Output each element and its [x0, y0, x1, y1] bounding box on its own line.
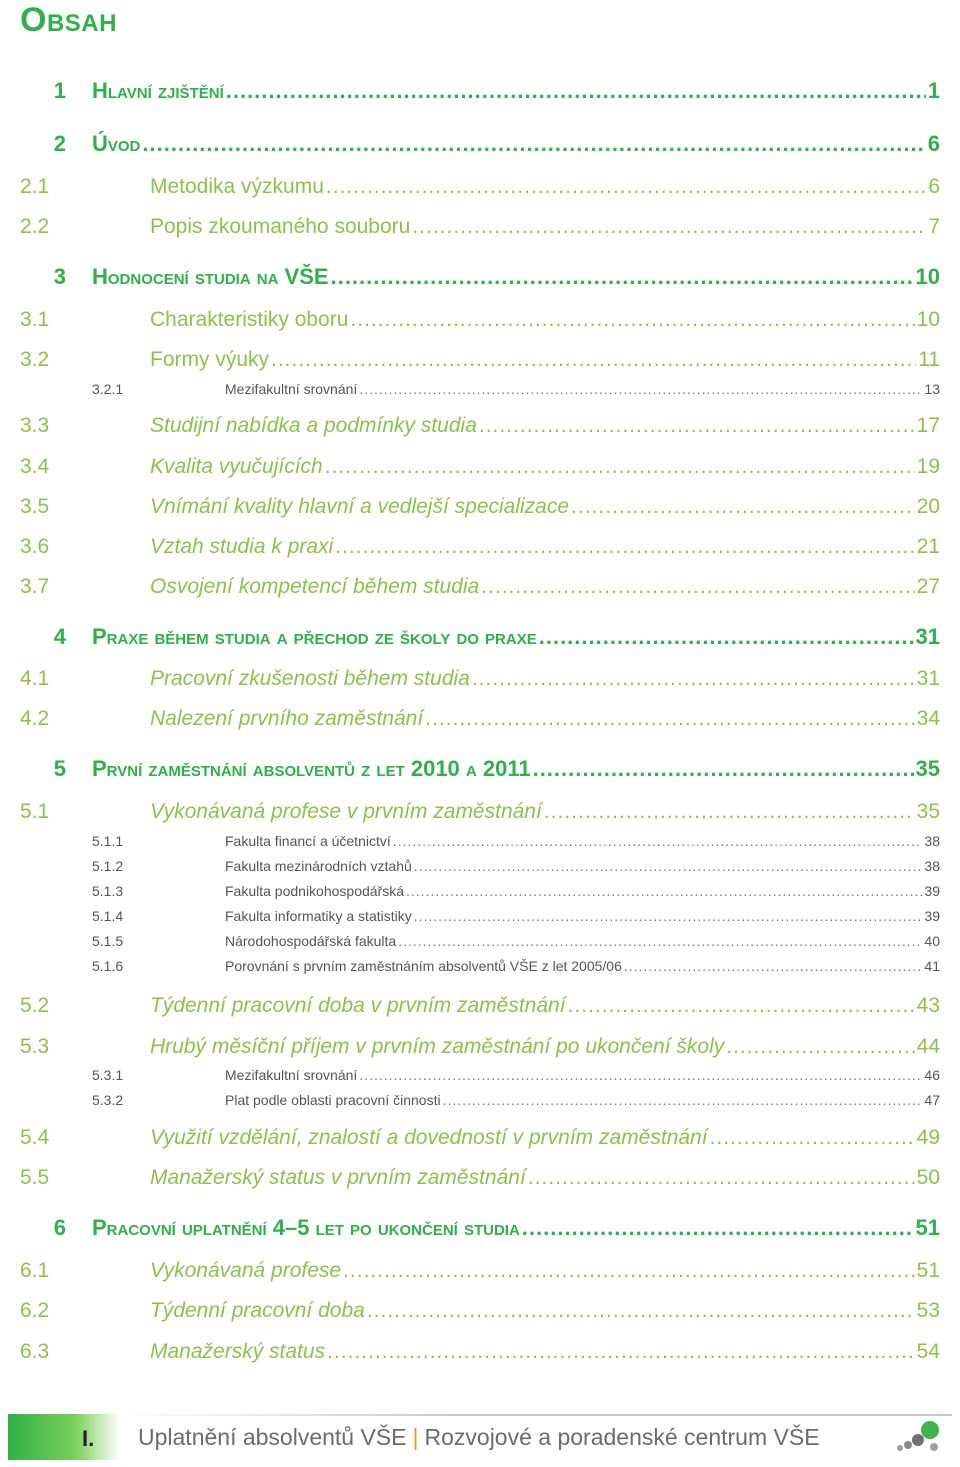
toc-entry-page: 13	[924, 381, 940, 397]
toc-entry-label: První zaměstnání absolventů z let 2010 a 2011	[92, 756, 531, 781]
page-footer	[8, 1414, 952, 1460]
toc-dot-leader	[367, 1299, 915, 1323]
toc-entry-label: Hodnocení studia na VŠE	[92, 264, 329, 289]
toc-entry-5-1-5[interactable]	[92, 933, 940, 949]
toc-entry-number: 2.2	[20, 215, 50, 238]
toc-entry-3[interactable]	[20, 264, 940, 290]
toc-entry-1[interactable]	[20, 78, 940, 104]
toc-entry-page: 20	[916, 495, 940, 518]
toc-entry-page: 39	[924, 908, 940, 924]
toc-entry-5-1-6[interactable]	[92, 958, 940, 974]
toc-entry-number: 5.3.2	[92, 1092, 124, 1108]
toc-entry-page: 44	[916, 1035, 940, 1058]
toc-entry-label: Nalezení prvního zaměstnání	[150, 707, 424, 730]
toc-entry-number: 5.3	[20, 1035, 50, 1058]
toc-entry-3-2-1[interactable]	[92, 381, 940, 397]
toc-entry-label: Vykonávaná profese v prvním zaměstnání	[150, 800, 542, 823]
toc-entry-number: 3.7	[20, 575, 50, 598]
toc-dot-leader	[726, 1035, 914, 1059]
toc-entry-5-5[interactable]	[20, 1166, 940, 1190]
toc-entry-5-1-1[interactable]	[92, 833, 940, 849]
toc-dot-leader	[624, 958, 923, 974]
toc-entry-label: Manažerský status	[150, 1340, 326, 1363]
toc-entry-page: 46	[924, 1067, 940, 1083]
toc-dot-leader	[325, 455, 915, 479]
toc-entry-3-4[interactable]	[20, 455, 940, 479]
toc-entry-page: 10	[916, 308, 940, 331]
toc-entry-number: 4	[53, 624, 66, 649]
toc-entry-3-2[interactable]	[20, 348, 940, 372]
toc-entry-label: Vykonávaná profese	[150, 1259, 342, 1282]
toc-entry-4[interactable]	[20, 624, 940, 650]
toc-entry-page: 35	[915, 756, 940, 781]
footer-green-block	[8, 1414, 120, 1460]
toc-entry-3-7[interactable]	[20, 575, 940, 599]
toc-entry-page: 40	[924, 933, 940, 949]
toc-entry-label: Mezifakultní srovnání	[225, 1067, 358, 1083]
toc-entry-5-4[interactable]	[20, 1126, 940, 1150]
toc-entry-3-5[interactable]	[20, 495, 940, 519]
toc-entry-label: Týdenní pracovní doba	[150, 1299, 365, 1322]
toc-dot-leader	[350, 308, 914, 332]
toc-entry-page: 38	[924, 858, 940, 874]
toc-entry-page: 34	[916, 707, 940, 730]
footer-right-text: Rozvojové a poradenské centrum VŠE	[424, 1424, 820, 1450]
toc-dot-leader	[425, 707, 914, 731]
page-title: Obsah	[20, 1, 117, 39]
toc-entry-label: Fakulta financí a účetnictví	[225, 833, 391, 849]
toc-entry-page: 39	[924, 883, 940, 899]
toc-entry-number: 5.1.5	[92, 933, 124, 949]
toc-dot-leader	[142, 131, 925, 157]
toc-entry-page: 17	[916, 414, 940, 437]
toc-entry-label: Pracovní zkušenosti během studia	[150, 667, 470, 690]
toc-entry-number: 5.1.6	[92, 958, 124, 974]
toc-entry-page: 7	[928, 215, 940, 238]
toc-entry-label: Studijní nabídka a podmínky studia	[150, 414, 477, 437]
toc-entry-label: Plat podle oblasti pracovní činnosti	[225, 1092, 441, 1108]
toc-entry-page: 6	[928, 175, 940, 198]
toc-entry-5-3[interactable]	[20, 1035, 940, 1059]
toc-entry-number: 6.3	[20, 1340, 50, 1363]
toc-entry-number: 5.1.3	[92, 883, 124, 899]
toc-entry-label: Mezifakultní srovnání	[225, 381, 358, 397]
toc-entry-5-1-2[interactable]	[92, 858, 940, 874]
footer-text	[138, 1424, 820, 1451]
toc-entry-page: 21	[916, 535, 940, 558]
toc-dot-leader	[331, 264, 914, 290]
toc-entry-number: 5.1	[20, 800, 50, 823]
toc-entry-page: 50	[916, 1166, 940, 1189]
toc-dot-leader	[412, 215, 926, 239]
toc-dot-leader	[335, 535, 914, 559]
green-dots-logo-icon	[894, 1416, 944, 1456]
toc-entry-page: 31	[916, 667, 940, 690]
toc-entry-label: Formy výuky	[150, 348, 270, 371]
toc-entry-label: Charakteristiky oboru	[150, 308, 349, 331]
toc-dot-leader	[528, 1166, 915, 1190]
toc-entry-number: 6.2	[20, 1299, 50, 1322]
toc-entry-page: 11	[918, 348, 940, 371]
toc-entry-page: 35	[916, 800, 940, 823]
toc-dot-leader	[472, 667, 915, 691]
toc-entry-number: 6	[53, 1215, 66, 1240]
toc-entry-number: 3.1	[20, 308, 50, 331]
toc-dot-leader	[359, 1067, 922, 1083]
toc-entry-label: Využití vzdělání, znalostí a dovedností v prvním zaměstnání	[150, 1126, 708, 1149]
toc-entry-2-2[interactable]	[20, 215, 940, 239]
toc-entry-number: 3.5	[20, 495, 50, 518]
toc-entry-label: Fakulta podnikohospodářská	[225, 883, 405, 899]
toc-entry-3-3[interactable]	[20, 414, 940, 438]
toc-entry-page: 38	[924, 833, 940, 849]
toc-entry-number: 5.5	[20, 1166, 50, 1189]
toc-entry-number: 5.2	[20, 994, 50, 1017]
toc-entry-label: Kvalita vyučujících	[150, 455, 323, 478]
toc-dot-leader	[522, 1215, 914, 1241]
toc-entry-page: 41	[924, 958, 940, 974]
toc-dot-leader	[568, 994, 915, 1018]
toc-dot-leader	[481, 575, 914, 599]
toc-dot-leader	[343, 1259, 915, 1283]
toc-entry-number: 5.1.1	[92, 833, 124, 849]
toc-entry-page: 43	[916, 994, 940, 1017]
toc-dot-leader	[393, 833, 923, 849]
toc-entry-5-1-3[interactable]	[92, 883, 940, 899]
toc-entry-5[interactable]	[20, 756, 940, 782]
toc-dot-leader	[327, 1340, 915, 1364]
toc-entry-label: Praxe během studia a přechod ze školy do praxe	[92, 624, 537, 649]
toc-entry-label: Týdenní pracovní doba v prvním zaměstnání	[150, 994, 566, 1017]
toc-entry-number: 6.1	[20, 1259, 50, 1282]
toc-dot-leader	[533, 756, 914, 782]
toc-entry-2[interactable]	[20, 131, 940, 157]
toc-entry-number: 3.2	[20, 348, 50, 371]
toc-entry-label: Fakulta informatiky a statistiky	[225, 908, 412, 924]
toc-entry-number: 5.3.1	[92, 1067, 124, 1083]
toc-entry-page: 51	[916, 1259, 940, 1282]
toc-entry-page: 51	[915, 1215, 940, 1240]
toc-entry-label: Fakulta mezinárodních vztahů	[225, 858, 412, 874]
toc-dot-leader	[271, 348, 916, 372]
toc-dot-leader	[544, 800, 915, 824]
footer-separator: |	[412, 1424, 419, 1450]
footer-rule	[120, 1414, 952, 1416]
toc-entry-6-3[interactable]	[20, 1340, 940, 1364]
toc-entry-label: Metodika výzkumu	[150, 175, 324, 198]
toc-entry-label: Národohospodářská fakulta	[225, 933, 397, 949]
toc-entry-number: 1	[53, 78, 66, 103]
toc-entry-label: Hrubý měsíční příjem v prvním zaměstnání po ukončení školy	[150, 1035, 725, 1058]
toc-entry-number: 2.1	[20, 175, 50, 198]
toc-entry-page: 31	[915, 624, 940, 649]
toc-dot-leader	[414, 858, 923, 874]
toc-entry-number: 3.6	[20, 535, 50, 558]
toc-entry-2-1[interactable]	[20, 175, 940, 199]
footer-section-number: I.	[82, 1426, 95, 1451]
toc-entry-number: 3.4	[20, 455, 50, 478]
toc-entry-number: 3.2.1	[92, 381, 124, 397]
toc-entry-number: 5.1.4	[92, 908, 124, 924]
toc-entry-5-1-4[interactable]	[92, 908, 940, 924]
toc-dot-leader	[359, 381, 922, 397]
toc-entry-5-3-2[interactable]	[92, 1092, 940, 1108]
toc-entry-label: Vztah studia k praxi	[150, 535, 334, 558]
toc-entry-label: Osvojení kompetencí během studia	[150, 575, 480, 598]
toc-entry-number: 2	[53, 131, 66, 156]
toc-entry-page: 54	[916, 1340, 940, 1363]
toc-dot-leader	[414, 908, 923, 924]
toc-dot-leader	[398, 933, 922, 949]
toc-entry-5-1[interactable]	[20, 800, 940, 824]
toc-entry-label: Pracovní uplatnění 4–5 let po ukončení studia	[92, 1215, 520, 1240]
toc-entry-page: 6	[927, 131, 940, 156]
toc-entry-page: 27	[916, 575, 940, 598]
toc-entry-4-2[interactable]	[20, 707, 940, 731]
toc-entry-page: 19	[916, 455, 940, 478]
toc-entry-number: 5.4	[20, 1126, 50, 1149]
toc-entry-6[interactable]	[20, 1215, 940, 1241]
toc-dot-leader	[479, 414, 915, 438]
toc-entry-number: 5	[53, 756, 66, 781]
toc-entry-page: 10	[915, 264, 940, 289]
toc-entry-label: Vnímání kvality hlavní a vedlejší specializace	[150, 495, 570, 518]
toc-entry-label: Popis zkoumaného souboru	[150, 215, 411, 238]
toc-dot-leader	[571, 495, 915, 519]
toc-entry-page: 53	[916, 1299, 940, 1322]
toc-dot-leader	[539, 624, 914, 650]
toc-entry-label: Úvod	[92, 131, 141, 156]
toc-entry-label: Porovnání s prvním zaměstnáním absolventů VŠE z let 2005/06	[225, 958, 622, 974]
toc-entry-4-1[interactable]	[20, 667, 940, 691]
toc-entry-page: 47	[924, 1092, 940, 1108]
toc-entry-6-1[interactable]	[20, 1259, 940, 1283]
toc-dot-leader	[226, 78, 926, 104]
toc-entry-page: 1	[927, 78, 940, 103]
toc-entry-label: Manažerský status v prvním zaměstnání	[150, 1166, 526, 1189]
toc-entry-5-2[interactable]	[20, 994, 940, 1018]
toc-entry-number: 4.2	[20, 707, 50, 730]
toc-entry-5-3-1[interactable]	[92, 1067, 940, 1083]
toc-entry-3-1[interactable]	[20, 308, 940, 332]
toc-dot-leader	[406, 883, 922, 899]
toc-entry-page: 49	[916, 1126, 940, 1149]
toc-entry-3-6[interactable]	[20, 535, 940, 559]
toc-entry-6-2[interactable]	[20, 1299, 940, 1323]
toc-dot-leader	[326, 175, 926, 199]
footer-left-text: Uplatnění absolventů VŠE	[138, 1424, 407, 1450]
toc-dot-leader	[443, 1092, 923, 1108]
toc-entry-label: Hlavní zjištění	[92, 78, 224, 103]
toc-entry-number: 4.1	[20, 667, 50, 690]
toc-entry-number: 5.1.2	[92, 858, 124, 874]
toc-entry-number: 3	[53, 264, 66, 289]
toc-dot-leader	[710, 1126, 915, 1150]
toc-entry-number: 3.3	[20, 414, 50, 437]
